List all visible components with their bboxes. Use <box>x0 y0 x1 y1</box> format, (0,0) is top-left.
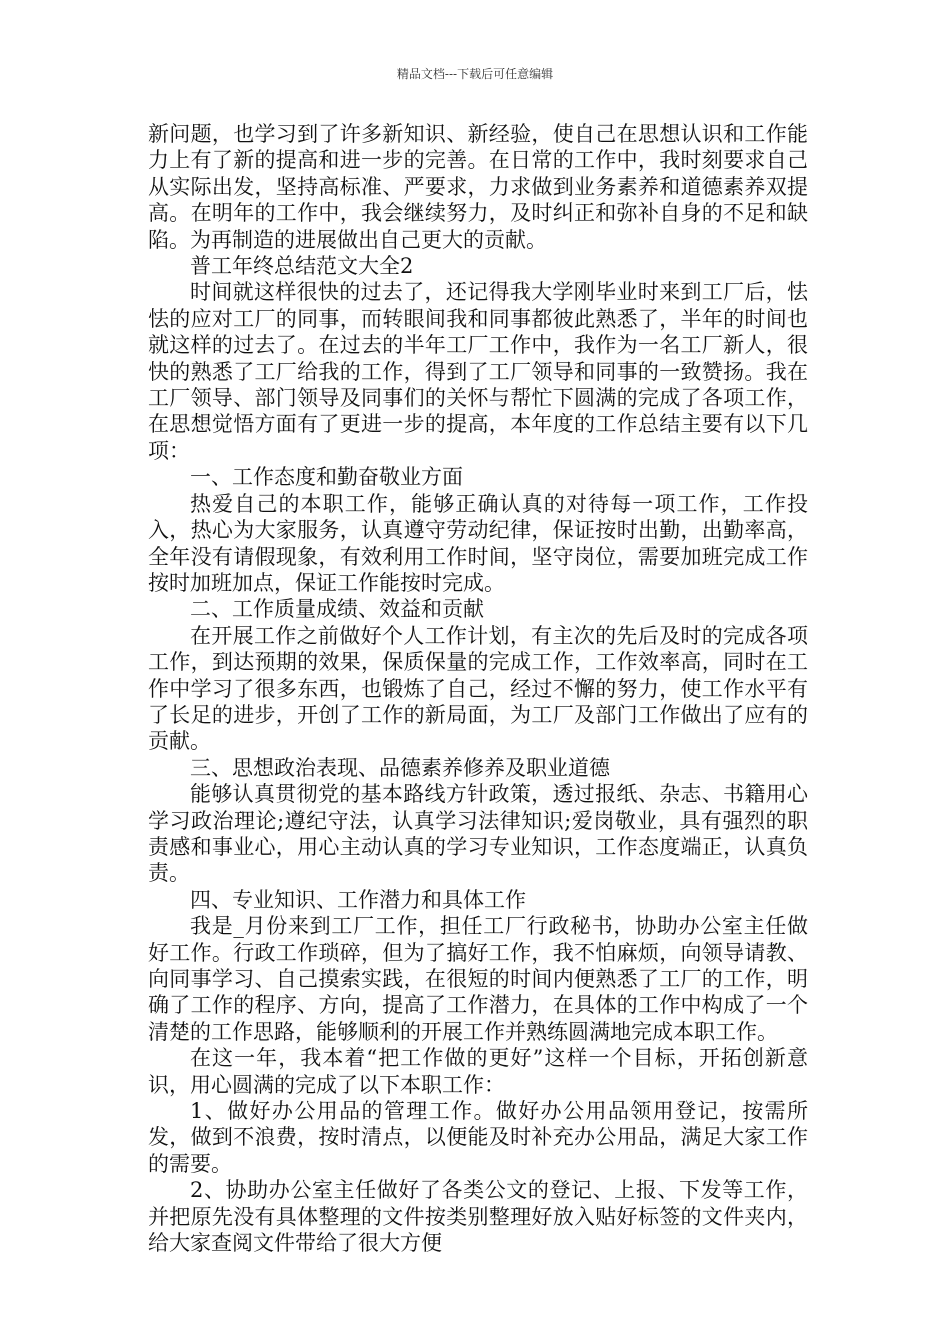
document-body <box>148 121 808 1256</box>
list-item-1: 1、做好办公用品的管理工作。做好办公用品领用登记，按需所发，做到不浪费，按时清点，以便能及时补充办公用品，满足大家工作的需要。 <box>148 1099 808 1176</box>
paragraph: 热爱自己的本职工作，能够正确认真的对待每一项工作，工作投入，热心为大家服务，认真遵守劳动纪律，保证按时出勤，出勤率高，全年没有请假现象，有效利用工作时间，坚守岗位，需要加班完成工作按时加班加点，保证工作能按时完成。 <box>148 491 808 595</box>
paragraph: 在这一年，我本着“把工作做的更好”这样一个目标，开拓创新意识，用心圆满的完成了以下本职工作： <box>148 1046 808 1097</box>
section-title: 普工年终总结范文大全2 <box>190 254 414 279</box>
section-heading-3: 三、思想政治表现、品德素养修养及职业道德 <box>190 755 610 780</box>
section-heading-1: 一、工作态度和勤奋敬业方面 <box>190 465 463 490</box>
paragraph: 我是_月份来到工厂工作，担任工厂行政秘书，协助办公室主任做好工作。行政工作琐碎，但为了搞好工作，我不怕麻烦，向领导请教、向同事学习、自己摸索实践，在很短的时间内便熟悉了工厂的工作，明确了工作的程序、方向，提高了工作潜力，在具体的工作中构成了一个清楚的工作思路，能够顺利的开展工作并熟练圆满地完成本职工作。 <box>148 914 808 1044</box>
paragraph: 时间就这样很快的过去了，还记得我大学刚毕业时来到工厂后，怯怯的应对工厂的同事，而转眼间我和同事都彼此熟悉了，半年的时间也就这样的过去了。在过去的半年工厂工作中，我作为一名工厂新人，很快的熟悉了工厂给我的工作，得到了工厂领导和同事的一致赞扬。我在工厂领导、部门领导及同事们的关怀与帮忙下圆满的完成了各项工作，在思想觉悟方面有了更进一步的提高，本年度的工作总结主要有以下几项： <box>148 280 808 463</box>
section-heading-4: 四、专业知识、工作潜力和具体工作 <box>190 887 526 912</box>
list-item-2: 2、协助办公室主任做好了各类公文的登记、上报、下发等工作，并把原先没有具体整理的文件按类别整理好放入贴好标签的文件夹内，给大家查阅文件带给了很大方便 <box>148 1178 808 1256</box>
paragraph: 在开展工作之前做好个人工作计划，有主次的先后及时的完成各项工作，到达预期的效果，保质保量的完成工作，工作效率高，同时在工作中学习了很多东西，也锻炼了自己，经过不懈的努力，使工作水平有了长足的进步，开创了工作的新局面，为工厂及部门工作做出了应有的贡献。 <box>148 623 808 754</box>
paragraph-continuation: 新问题，也学习到了许多新知识、新经验，使自己在思想认识和工作能力上有了新的提高和进一步的完善。在日常的工作中，我时刻要求自己从实际出发，坚持高标准、严要求，力求做到业务素养和道德素养双提高。在明年的工作中，我会继续努力，及时纠正和弥补自身的不足和缺陷。为再制造的进展做出自己更大的贡献。 <box>148 122 808 252</box>
section-heading-2: 二、工作质量成绩、效益和贡献 <box>190 597 484 622</box>
paragraph: 能够认真贯彻党的基本路线方针政策，透过报纸、杂志、书籍用心学习政治理论;遵纪守法，认真学习法律知识;爱岗敬业，具有强烈的职责感和事业心，用心主动认真的学习专业知识，工作态度端正，认真负责。 <box>148 782 808 886</box>
page-header: 精品文档---下载后可任意编辑 <box>396 67 554 81</box>
